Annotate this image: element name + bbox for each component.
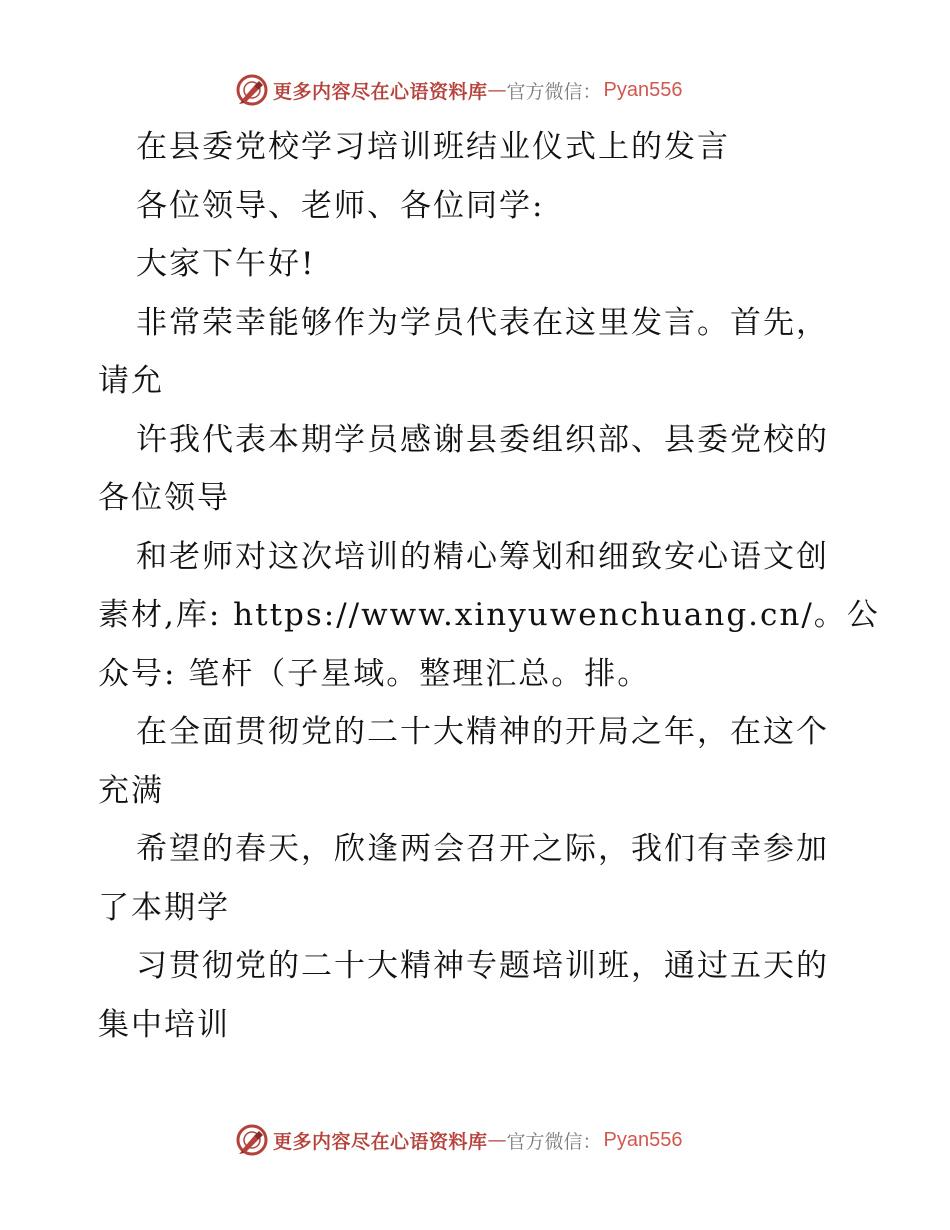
footer-watermark-banner <box>235 1122 683 1158</box>
banner-dash: — <box>487 79 507 101</box>
banner-dash: — <box>487 1129 507 1151</box>
text-line: 素材,库: https://www.xinyuwenchuang.cn/。公 <box>98 597 880 633</box>
banner-text: 更多内容尽在心语资料库 <box>273 80 488 103</box>
text-line: 大家下午好! <box>136 246 316 282</box>
text-line: 了本期学 <box>98 889 230 926</box>
text-line: 各位领导 <box>98 480 230 516</box>
document-title: 在县委党校学习培训班结业仪式上的发言 <box>136 129 730 165</box>
banner-contact: Pyan556 <box>603 78 683 101</box>
text-line: 请允 <box>98 363 164 399</box>
banner-text: 更多内容尽在心语资料库 <box>273 1130 488 1153</box>
text-line: 非常荣幸能够作为学员代表在这里发言。首先， <box>136 304 829 341</box>
text-line: 各位领导、老师、各位同学: <box>136 187 545 224</box>
pen-logo-icon <box>235 1123 269 1157</box>
text-line: 许我代表本期学员感谢县委组织部、县委党校的 <box>136 421 829 458</box>
text-line: 集中培训 <box>98 1006 230 1043</box>
text-line: 习贯彻党的二十大精神专题培训班，通过五天的 <box>136 948 829 984</box>
text-line: 希望的春天，欣逢两会召开之际，我们有幸参加 <box>136 831 829 867</box>
banner-label: 官方微信： <box>506 1130 602 1153</box>
pen-logo-icon <box>235 73 269 107</box>
text-line: 在全面贯彻党的二十大精神的开局之年，在这个 <box>136 714 829 750</box>
banner-label: 官方微信： <box>506 80 602 103</box>
text-line: 充满 <box>98 772 164 809</box>
text-line: 众号: 笔杆（子星域。整理汇总。排。 <box>98 655 651 692</box>
text-line: 和老师对这次培训的精心筹划和细致安心语文创 <box>136 538 829 575</box>
document-body <box>98 118 880 1054</box>
header-watermark-banner <box>235 72 683 108</box>
banner-contact: Pyan556 <box>603 1128 683 1151</box>
